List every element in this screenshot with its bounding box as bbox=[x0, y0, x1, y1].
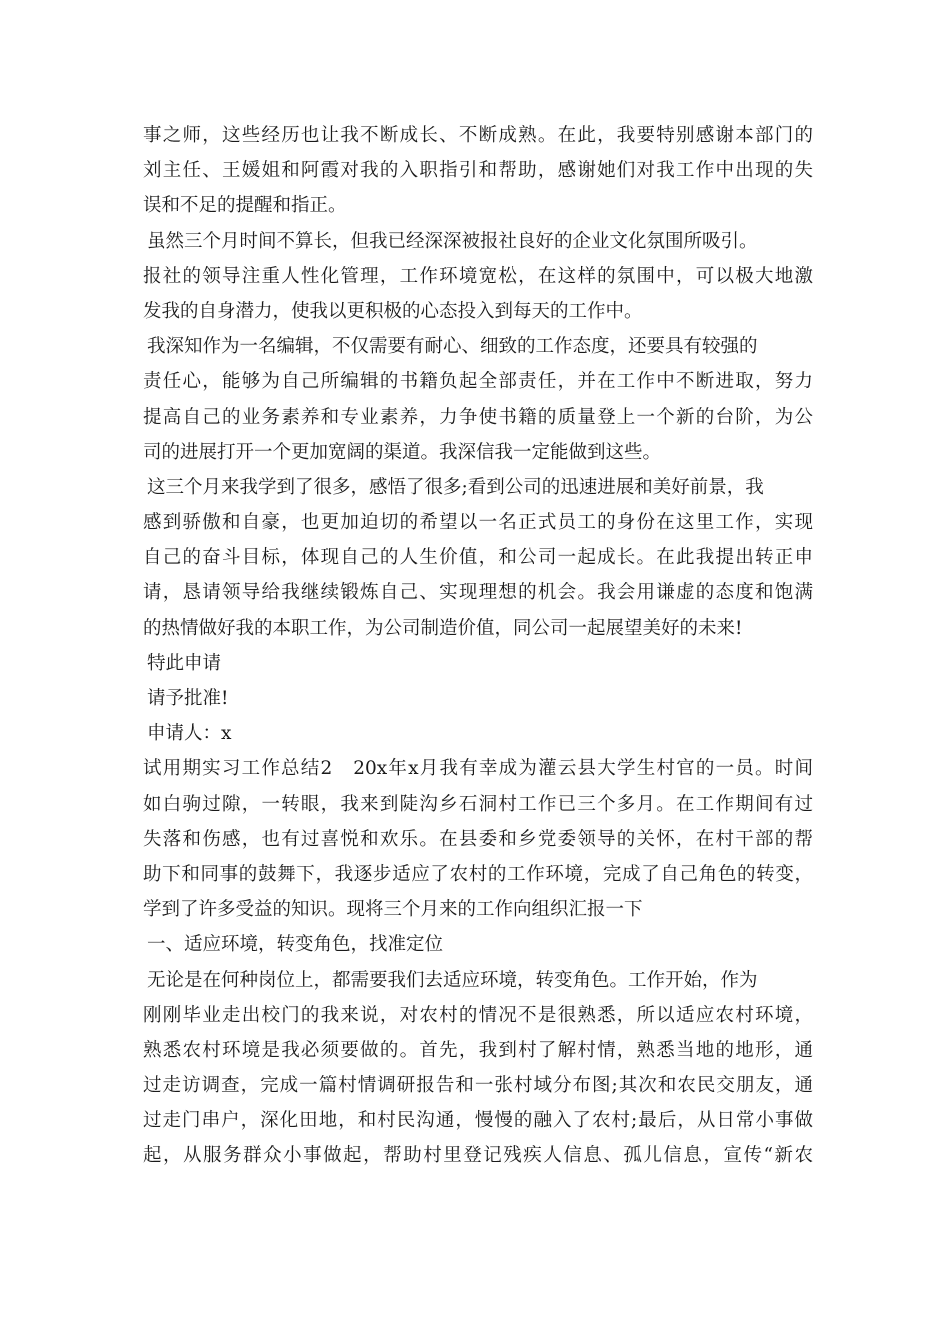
text-line: 过走门串户，深化田地，和村民沟通，慢慢的融入了农村;最后，从日常小事做 bbox=[143, 1110, 813, 1132]
text-line: 事之师，这些经历也让我不断成长、不断成熟。在此，我要特别感谢本部门的 bbox=[143, 125, 813, 146]
text-line: 自己的奋斗目标，体现自己的人生价值，和公司一起成长。在此我提出转正申 bbox=[143, 547, 813, 569]
text-line: 提高自己的业务素养和专业素养，力争使书籍的质量登上一个新的台阶，为公 bbox=[143, 406, 813, 428]
text-line: 一、适应环境，转变角色，找准定位 bbox=[147, 934, 444, 956]
text-line: 刚刚毕业走出校门的我来说，对农村的情况不是很熟悉，所以适应农村环境， bbox=[143, 1004, 813, 1026]
text-line: 司的进展打开一个更加宽阔的渠道。我深信我一定能做到这些。 bbox=[143, 441, 662, 463]
document-body bbox=[143, 118, 813, 1174]
text-line: 如白驹过隙，一转眼，我来到陡沟乡石洞村工作已三个多月。在工作期间有过 bbox=[143, 793, 813, 815]
text-line: 熟悉农村环境是我必须要做的。首先，我到村了解村情，熟悉当地的地形，通 bbox=[143, 1039, 813, 1061]
text-line: 失落和伤感，也有过喜悦和欢乐。在县委和乡党委领导的关怀，在村干部的帮 bbox=[143, 828, 813, 850]
text-line: 的热情做好我的本职工作，为公司制造价值，同公司一起展望美好的未来! bbox=[143, 617, 743, 639]
text-line: 刘主任、王媛姐和阿霞对我的入职指引和帮助，感谢她们对我工作中出现的失 bbox=[143, 160, 813, 182]
text-line: 这三个月来我学到了很多，感悟了很多;看到公司的迅速进展和美好前景，我 bbox=[147, 476, 764, 498]
text-line: 特此申请 bbox=[147, 652, 222, 674]
text-line: 试用期实习工作总结2 20x年x月我有幸成为灌云县大学生村官的一员。时间 bbox=[143, 758, 813, 780]
text-line: 过走访调查，完成一篇村情调研报告和一张村域分布图;其次和农民交朋友，通 bbox=[143, 1075, 813, 1097]
text-line: 报社的领导注重人性化管理，工作环境宽松，在这样的氛围中，可以极大地激 bbox=[143, 265, 813, 287]
text-line: 虽然三个月时间不算长，但我已经深深被报社良好的企业文化氛围所吸引。 bbox=[147, 230, 758, 252]
text-line: 发我的自身潜力，使我以更积极的心态投入到每天的工作中。 bbox=[143, 300, 643, 322]
text-line: 学到了许多受益的知识。现将三个月来的工作向组织汇报一下 bbox=[143, 899, 643, 921]
text-line: 误和不足的提醒和指正。 bbox=[143, 195, 347, 217]
text-line: 无论是在何种岗位上，都需要我们去适应环境，转变角色。工作开始，作为 bbox=[147, 969, 758, 991]
text-line: 起，从服务群众小事做起，帮助村里登记残疾人信息、孤儿信息，宣传“新农 bbox=[143, 1145, 813, 1167]
text-line: 申请人：x bbox=[147, 723, 232, 745]
text-line: 我深知作为一名编辑，不仅需要有耐心、细致的工作态度，还要具有较强的 bbox=[147, 336, 758, 358]
text-line: 请，恳请领导给我继续锻炼自己、实现理想的机会。我会用谦虚的态度和饱满 bbox=[143, 582, 813, 604]
text-line: 助下和同事的鼓舞下，我逐步适应了农村的工作环境，完成了自己角色的转变， bbox=[143, 863, 813, 885]
text-line: 责任心，能够为自己所编辑的书籍负起全部责任，并在工作中不断进取，努力 bbox=[143, 371, 813, 393]
text-line: 感到骄傲和自豪，也更加迫切的希望以一名正式员工的身份在这里工作，实现 bbox=[143, 512, 813, 534]
text-line: 请予批准! bbox=[147, 688, 229, 709]
